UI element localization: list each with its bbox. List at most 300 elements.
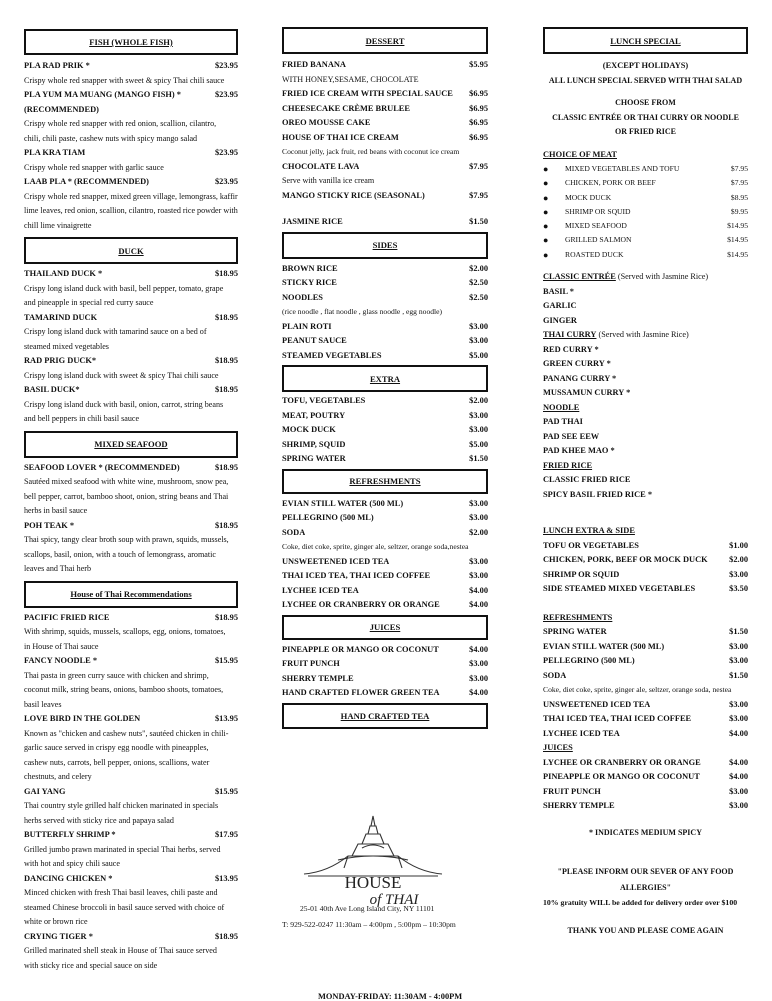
choose-line: OR FRIED RICE <box>615 127 676 136</box>
menu-item <box>24 712 238 727</box>
spicy-note: * INDICATES MEDIUM SPICY <box>589 827 702 837</box>
item-description: chill lime vinaigrette <box>24 220 92 230</box>
item-description: chestnuts, and celery <box>24 772 92 781</box>
item-name: LYCHEE OR CRANBERRY OR ORANGE <box>543 757 701 767</box>
menu-item <box>543 799 748 814</box>
item-description: leaves and Thai herb <box>24 564 92 573</box>
menu-item <box>282 334 488 349</box>
curry-list <box>543 343 748 401</box>
item-description: bell pepper, carrot, bamboo shoot, onion, string beans and Thai <box>24 491 229 501</box>
item-name: PELLEGRINO (500 ML) <box>282 513 374 522</box>
item-price: $13.95 <box>214 714 238 723</box>
item-description: Thai pasta in green curry sauce with chicken and shrimp, <box>24 670 209 680</box>
lunch-option: GARLIC <box>543 301 577 311</box>
menu-item <box>282 438 488 453</box>
item-price: $23.95 <box>214 61 238 70</box>
menu-item <box>282 409 488 424</box>
item-price: $4.00 <box>729 757 748 767</box>
item-price: $3.00 <box>469 498 488 508</box>
meat-option <box>543 233 748 247</box>
menu-item <box>282 394 488 409</box>
item-name: TOFU OR VEGETABLES <box>543 540 639 550</box>
except-holidays: (EXCEPT HOLIDAYS) <box>602 61 689 70</box>
classic-list <box>543 285 748 329</box>
item-price: $18.95 <box>214 356 238 365</box>
noodle-title: NOODLE <box>543 402 580 412</box>
item-name: (RECOMMENDED) <box>24 104 99 114</box>
item-description: Minced chicken with fresh Thai basil leaves, chili paste and <box>24 888 218 897</box>
duck-list <box>24 267 238 427</box>
meat-name: SHRIMP OR SQUID <box>565 206 631 216</box>
hours-cut-line: MONDAY-FRIDAY: 11:30AM - 4:00PM <box>318 992 463 1001</box>
item-description: Crispy whole red snapper with garlic sauce <box>24 162 164 172</box>
extra-section-header: EXTRA <box>282 365 488 392</box>
menu-item <box>24 872 238 887</box>
item-name: NOODLES <box>282 292 323 302</box>
item-price: $18.95 <box>214 931 238 941</box>
refreshments-list <box>282 497 488 613</box>
item-price: $17.95 <box>214 830 238 839</box>
item-price: $3.00 <box>729 569 748 579</box>
tea-section-header: HAND CRAFTED TEA <box>282 703 488 729</box>
menu-item <box>24 88 238 103</box>
item-price: $18.95 <box>214 269 238 278</box>
item-description: Thai spicy, tangy clear broth soup with prawn, squids, mussels, <box>24 535 229 544</box>
dessert-section-header: DESSERT <box>282 27 488 54</box>
item-name: UNSWEETENED ICED TEA <box>282 556 390 566</box>
item-description: and pineapple in special red curry sauce <box>24 298 154 307</box>
thai-curry-title: THAI CURRY (Served with Jasmine Rice) <box>543 330 689 340</box>
item-price <box>234 103 238 118</box>
thank-you: THANK YOU AND PLEASE COME AGAIN <box>567 926 724 936</box>
item-name: THAILAND DUCK * <box>24 269 103 278</box>
menu-item <box>24 311 238 326</box>
item-price: $3.00 <box>729 801 748 811</box>
menu-item <box>282 291 488 306</box>
item-price: $2.50 <box>469 292 488 302</box>
seafood-list <box>24 461 238 577</box>
bullet-icon: ● <box>543 164 549 174</box>
item-price: $3.00 <box>469 673 488 683</box>
meat-option <box>543 248 748 262</box>
lunch-option: BASIL * <box>543 286 574 296</box>
item-name: LYCHEE OR CRANBERRY OR ORANGE <box>282 600 440 609</box>
menu-item <box>543 698 748 713</box>
item-description: scallops, basil, onion, with a touch of lemongrass, aromatic <box>24 549 216 559</box>
item-description: Crispy long island duck with basil, bell pepper, tomato, grape <box>24 283 224 293</box>
fish-section-header: FISH (WHOLE FISH) <box>24 29 238 55</box>
lunch-option: PAD THAI <box>543 417 583 427</box>
item-name: LYCHEE ICED TEA <box>282 585 359 595</box>
meat-price: $8.95 <box>730 192 748 202</box>
item-note: (rice noodle , flat noodle , glass noodle , egg noodle) <box>282 307 443 316</box>
menu-item <box>543 669 748 684</box>
menu-item <box>282 497 488 512</box>
lunch-refreshments-title: REFRESHMENTS <box>543 612 613 622</box>
meat-option <box>543 205 748 219</box>
item-price: $5.00 <box>469 350 488 360</box>
item-price: $4.00 <box>469 644 488 654</box>
item-price: $2.00 <box>469 527 488 537</box>
item-name: CRYING TIGER * <box>24 931 93 941</box>
menu-item <box>543 654 748 669</box>
item-description: Sautéed mixed seafood with white wine, mushroom, snow pea, <box>24 477 229 486</box>
item-price: $4.00 <box>729 772 748 782</box>
item-name: SODA <box>543 670 567 680</box>
item-description: Crispy long island duck with basil, onion, carrot, string beans <box>24 399 224 409</box>
menu-item <box>24 785 238 800</box>
logo-text-house: HOUSE <box>344 873 402 892</box>
item-price: $3.00 <box>729 641 748 651</box>
column-left <box>24 0 238 973</box>
menu-item <box>282 598 488 613</box>
menu-item <box>543 539 748 554</box>
item-name: OREO MOUSSE CAKE <box>282 118 371 127</box>
item-name: TAMARIND DUCK <box>24 312 98 322</box>
item-name: PACIFIC FRIED RICE <box>24 612 110 622</box>
item-name: SEAFOOD LOVER * (RECOMMENDED) <box>24 462 180 472</box>
menu-item <box>543 727 748 742</box>
item-price: $3.00 <box>469 571 488 580</box>
item-price: $4.00 <box>469 600 488 609</box>
menu-item <box>282 643 488 658</box>
item-name: SHERRY TEMPLE <box>282 673 354 683</box>
item-price: $15.95 <box>214 656 238 665</box>
item-price: $2.50 <box>469 278 488 287</box>
lunch-special-header: LUNCH SPECIAL <box>543 27 748 54</box>
lunch-extra-list <box>543 539 748 597</box>
juices-section-header: JUICES <box>282 615 488 640</box>
item-price: $2.00 <box>469 263 488 273</box>
item-name: MEAT, POUTRY <box>282 410 346 420</box>
item-price: $18.95 <box>214 385 238 394</box>
meat-option <box>543 191 748 205</box>
item-name: BUTTERFLY SHRIMP * <box>24 830 116 839</box>
menu-item <box>24 461 238 476</box>
fish-list <box>24 59 238 233</box>
item-price: $4.00 <box>469 688 488 697</box>
lunch-option: PANANG CURRY * <box>543 373 617 383</box>
item-name: EVIAN STILL WATER (500 ML) <box>282 498 404 508</box>
menu-item <box>543 785 748 800</box>
item-price: $23.95 <box>214 90 238 99</box>
item-name: BROWN RICE <box>282 263 338 273</box>
item-description: garlic sauce served in crispy egg noodle with pineapples, <box>24 743 209 752</box>
item-name: STICKY RICE <box>282 278 337 287</box>
menu-item <box>24 519 238 534</box>
item-name: PLAIN ROTI <box>282 321 332 331</box>
menu-item <box>282 555 488 570</box>
dessert-list <box>282 58 488 203</box>
item-description: steamed mixed vegetables <box>24 341 109 351</box>
menu-item <box>543 582 748 597</box>
item-price: $1.50 <box>729 627 748 637</box>
item-price: $3.00 <box>469 321 488 331</box>
lunch-option: GINGER <box>543 315 577 325</box>
classic-entree-title: CLASSIC ENTRÉE (Served with Jasmine Rice) <box>543 272 709 282</box>
item-price: $6.95 <box>469 118 488 127</box>
item-price: $3.00 <box>469 425 488 434</box>
item-description: Serve with vanilla ice cream <box>282 176 375 185</box>
menu-item <box>282 102 488 117</box>
noodle-list <box>543 415 748 459</box>
meat-price: $14.95 <box>727 249 748 259</box>
meat-price: $14.95 <box>727 221 748 231</box>
item-name: HAND CRAFTED FLOWER GREEN TEA <box>282 688 440 697</box>
column-right <box>543 0 748 939</box>
house-section-header: House of Thai Recommendations <box>24 581 238 608</box>
menu-item <box>543 625 748 640</box>
item-description: herbs served with sticky rice and papaya salad <box>24 815 174 825</box>
item-name: PELLEGRINO (500 ML) <box>543 656 635 666</box>
item-description: Grilled marinated shell steak in House of Thai sauce served <box>24 946 217 955</box>
item-description: lime leaves, red onion, scallion, cilantro, roasted rice powder with <box>24 206 238 215</box>
meat-price: $7.95 <box>730 178 748 188</box>
lunch-option: SPICY BASIL FRIED RICE * <box>543 489 653 499</box>
meat-price: $14.95 <box>727 235 748 245</box>
item-price: $3.00 <box>729 699 748 709</box>
menu-item <box>282 584 488 599</box>
item-price: $3.00 <box>469 410 488 420</box>
menu-item <box>282 672 488 687</box>
item-name: RAD PRIG DUCK* <box>24 356 97 365</box>
phone-hours: T: 929-522-0247 11:30am – 4:00pm , 5:00pm – 10:30pm <box>282 920 456 929</box>
lunch-option: RED CURRY * <box>543 344 599 354</box>
item-name: GAI YANG <box>24 786 66 796</box>
bullet-icon: ● <box>543 235 549 246</box>
item-description: coconut milk, string beans, onions, bamboo shoots, tomatoes, <box>24 685 224 694</box>
column-middle <box>282 0 488 729</box>
item-price: $23.95 <box>214 148 238 157</box>
item-name: BASIL DUCK* <box>24 385 80 394</box>
item-description: Crispy long island duck with tamarind sauce on a bed of <box>24 327 207 336</box>
menu-item <box>24 267 238 282</box>
item-description: Crispy whole red snapper with sweet & spicy Thai chili sauce <box>24 75 225 85</box>
house-list <box>24 611 238 974</box>
choose-line: CHOOSE FROM <box>615 98 676 107</box>
menu-item <box>24 654 238 669</box>
item-description: Crispy long island duck with sweet & spicy Thai chili sauce <box>24 370 219 380</box>
item-name: CHICKEN, PORK, BEEF OR MOCK DUCK <box>543 555 708 565</box>
item-price: $4.00 <box>729 728 748 738</box>
menu-item <box>24 103 238 118</box>
menu-item <box>282 116 488 131</box>
item-name: PLA RAD PRIK * <box>24 61 90 70</box>
meat-name: MIXED VEGETABLES AND TOFU <box>565 164 680 173</box>
meat-option <box>543 162 748 176</box>
menu-item <box>24 930 238 945</box>
lunch-option: GREEN CURRY * <box>543 359 611 369</box>
served-with-salad: ALL LUNCH SPECIAL SERVED WITH THAI SALAD <box>548 75 743 85</box>
sides-section-header: SIDES <box>282 232 488 259</box>
menu-item <box>543 640 748 655</box>
menu-item <box>282 423 488 438</box>
item-price: $3.00 <box>469 336 488 345</box>
item-price: $3.00 <box>469 556 488 566</box>
item-price: $7.95 <box>469 190 488 200</box>
seafood-section-header: MIXED SEAFOOD <box>24 431 238 458</box>
item-name: SHERRY TEMPLE <box>543 801 615 811</box>
menu-item <box>24 611 238 626</box>
item-name: HOUSE OF THAI ICE CREAM <box>282 132 399 142</box>
choice-of-meat-title: CHOICE OF MEAT <box>543 149 617 159</box>
menu-item <box>282 452 488 467</box>
item-name: PINEAPPLE OR MANGO OR COCONUT <box>282 644 439 654</box>
item-name: SODA <box>282 527 306 537</box>
extra-list <box>282 394 488 467</box>
item-price: $23.95 <box>214 177 238 186</box>
allergy-line-2: ALLERGIES" <box>619 883 672 893</box>
item-name: DANCING CHICKEN * <box>24 873 113 883</box>
item-price: $6.95 <box>469 132 488 142</box>
item-price: $6.95 <box>469 89 488 98</box>
menu-item <box>543 770 748 785</box>
item-price: $3.00 <box>469 659 488 668</box>
meat-name: MIXED SEAFOOD <box>565 221 627 231</box>
item-name: LOVE BIRD IN THE GOLDEN <box>24 714 141 723</box>
bullet-icon: ● <box>543 249 549 260</box>
menu-item <box>543 553 748 568</box>
item-name: TOFU, VEGETABLES <box>282 396 366 405</box>
menu-item <box>282 349 488 364</box>
item-name: THAI ICED TEA, THAI ICED COFFEE <box>282 571 431 580</box>
item-price: $3.00 <box>469 513 488 522</box>
item-price: $5.95 <box>469 60 488 69</box>
lunch-option: PAD SEE EEW <box>543 431 600 441</box>
item-name: SIDE STEAMED MIXED VEGETABLES <box>543 584 696 594</box>
gratuity-note: 10% gratuity WILL be added for delivery order over $100 <box>543 898 738 908</box>
item-name: MANGO STICKY RICE (SEASONAL) <box>282 190 425 200</box>
item-price: $13.95 <box>214 873 238 883</box>
address: 25-01 40th Ave Long Island City, NY 11101 <box>300 904 435 913</box>
menu-item <box>282 160 488 175</box>
item-name: LAAB PLA * (RECOMMENDED) <box>24 177 149 186</box>
item-description: Known as "chicken and cashew nuts", sautéed chicken in chili- <box>24 728 229 738</box>
menu-item <box>24 828 238 843</box>
item-description: Crispy whole red snapper, mixed green village, lemongrass, kaffir <box>24 191 238 201</box>
item-description: steamed Chinese broccoli in basil sauce served with choice of <box>24 902 225 912</box>
item-name: UNSWEETENED ICED TEA <box>543 699 651 709</box>
item-description: cashew nuts, carrots, bell pepper, onions, scallions, water <box>24 757 210 767</box>
item-price: $18.95 <box>214 312 238 322</box>
item-name: PEANUT SAUCE <box>282 336 347 345</box>
item-price: $5.00 <box>469 439 488 449</box>
fried-rice-title: FRIED RICE <box>543 460 593 470</box>
item-price: $3.00 <box>729 714 748 724</box>
lunch-option: MUSSAMUN CURRY * <box>543 388 631 398</box>
menu-item <box>282 189 488 204</box>
duck-section-header: DUCK <box>24 237 238 264</box>
refreshments-section-header: REFRESHMENTS <box>282 469 488 494</box>
item-description: WITH HONEY,SESAME, CHOCOLATE <box>282 74 419 84</box>
item-name: CHEESECAKE CRÈME BRULEE <box>282 103 410 113</box>
item-price: $3.50 <box>729 584 748 594</box>
item-description: With shrimp, squids, mussels, scallops, egg, onions, tomatoes, <box>24 627 226 636</box>
item-name: FANCY NOODLE * <box>24 656 98 665</box>
menu-item <box>543 568 748 583</box>
lunch-juices-title: JUICES <box>543 743 573 753</box>
menu-item <box>24 175 238 190</box>
item-name: CHOCOLATE LAVA <box>282 161 360 171</box>
menu-item <box>282 657 488 672</box>
lunch-extra-title: LUNCH EXTRA & SIDE <box>543 526 635 536</box>
item-note: Coke, diet coke, sprite, ginger ale, seltzer, orange soda, nestea <box>543 685 732 695</box>
item-description: Grilled jumbo prawn marinated in special Thai herbs, served <box>24 844 221 854</box>
sides-list <box>282 262 488 364</box>
allergy-line-1: "PLEASE INFORM OUR SEVER OF ANY FOOD <box>557 867 734 877</box>
item-name: FRUIT PUNCH <box>543 786 601 796</box>
menu-item <box>24 383 238 398</box>
menu-item <box>543 756 748 771</box>
menu-item <box>282 320 488 335</box>
meat-price: $9.95 <box>730 206 748 216</box>
item-price: $2.00 <box>729 555 748 565</box>
item-description: chili, chili paste, cashew nuts with spicy mango salad <box>24 133 198 143</box>
item-name: THAI ICED TEA, THAI ICED COFFEE <box>543 714 692 724</box>
item-name: SPRING WATER <box>282 454 346 463</box>
item-name: FRIED ICE CREAM WITH SPECIAL SAUCE <box>282 89 453 98</box>
bullet-icon: ● <box>543 192 549 203</box>
menu-item <box>24 59 238 74</box>
item-price: $6.95 <box>469 103 488 113</box>
meat-list <box>543 162 748 262</box>
item-name: LYCHEE ICED TEA <box>543 728 620 738</box>
item-name: MOCK DUCK <box>282 425 336 434</box>
jasmine-rice-row: JASMINE RICE $1.50 <box>282 217 488 226</box>
item-description: basil leaves <box>24 699 62 709</box>
item-price: $4.00 <box>469 585 488 595</box>
meat-option <box>543 219 748 233</box>
item-name: SHRIMP, SQUID <box>282 439 346 449</box>
menu-item <box>24 354 238 369</box>
item-description: with sticky rice and special sauce on side <box>24 960 158 970</box>
choose-from <box>543 96 748 140</box>
menu-item <box>282 569 488 584</box>
item-note: Coconut jelly, jack fruit, red beans with coconut ice cream <box>282 147 460 156</box>
item-name: PINEAPPLE OR MANGO OR COCONUT <box>543 772 700 782</box>
meat-name: MOCK DUCK <box>565 192 612 202</box>
item-price: $3.00 <box>729 656 748 666</box>
item-price: $15.95 <box>214 786 238 796</box>
menu-item <box>282 87 488 102</box>
item-description: Crispy whole red snapper with red onion, scallion, cilantro, <box>24 119 217 128</box>
item-price: $7.95 <box>469 161 488 171</box>
meat-name: ROASTED DUCK <box>565 249 624 259</box>
item-description: Thai country style grilled half chicken marinated in specials <box>24 801 219 810</box>
item-name: SHRIMP OR SQUID <box>543 569 620 579</box>
item-price: $2.00 <box>469 396 488 405</box>
item-description: with hot and spicy chili sauce <box>24 859 120 868</box>
menu-item <box>282 276 488 291</box>
bullet-icon: ● <box>543 221 549 232</box>
item-name: PLA YUM MA MUANG (MANGO FISH) * <box>24 90 181 99</box>
item-name: FRUIT PUNCH <box>282 659 340 668</box>
rice-list <box>543 473 748 502</box>
item-name: PLA KRA TIAM <box>24 148 86 157</box>
item-price: $18.95 <box>214 462 238 472</box>
lunch-juices-list <box>543 756 748 814</box>
choose-line: CLASSIC ENTRÉE OR THAI CURRY OR NOODLE <box>552 112 739 122</box>
lunch-option: PAD KHEE MAO * <box>543 446 615 456</box>
meat-name: GRILLED SALMON <box>565 235 632 245</box>
menu-item <box>282 131 488 146</box>
item-price: $3.00 <box>729 786 748 796</box>
menu-item <box>282 262 488 277</box>
lunch-option: CLASSIC FRIED RICE <box>543 475 631 485</box>
menu-item <box>24 146 238 161</box>
lunch-refreshments-list <box>543 625 748 741</box>
bullet-icon: ● <box>543 178 549 189</box>
